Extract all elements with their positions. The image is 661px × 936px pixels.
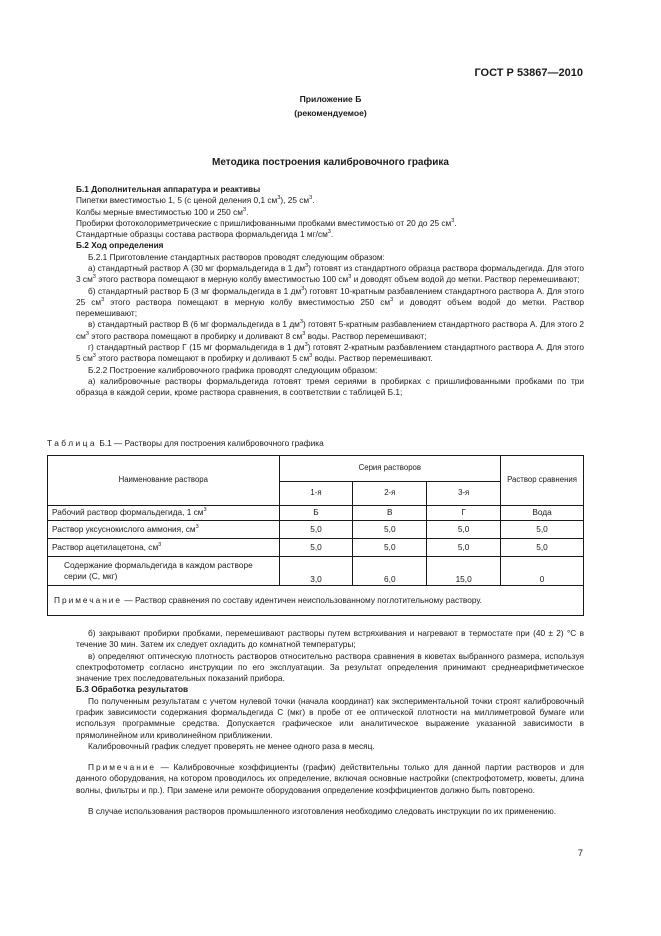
b2-2-item-a: а) калибровочные растворы формальдегида готовят тремя сериями в пробирках с пришлифованными пробками по три образца в каждой серии, кроме раствора сравнения, в соответствии с таблицей Б.1; bbox=[76, 375, 584, 398]
solutions-table bbox=[47, 455, 584, 616]
row-name: Раствор ацетилацетона, $см^3$ bbox=[48, 539, 280, 557]
b1-heading: Б.1 Дополнительная аппаратура и реактивы bbox=[76, 184, 261, 194]
header-reference: Раствор сравнения bbox=[501, 456, 584, 506]
table-row bbox=[48, 539, 584, 557]
b1-line-flasks: Колбы мерные вместимостью 100 и 250 $см^3$. bbox=[76, 206, 249, 217]
cell-series-1: Б bbox=[279, 506, 353, 521]
cell-series-3: Г bbox=[427, 506, 501, 521]
cell-series-3: 5,0 bbox=[427, 521, 501, 539]
cell-series-1: 3,0 bbox=[279, 557, 353, 586]
b2-1-item-a: а) стандартный раствор А (30 мг формальдегида в 1 $дм^3$) готовят из стандартного образца раствора формальдегида. Для этого 3 $см^3$ этого раствора помещают в мерную колбу вместимостью 100 $см^3$ и доводят объем водой до метки. Раствор перемешивают; bbox=[76, 262, 584, 285]
b1-line-tubes: Пробирки фотоколориметрические с пришлифованными пробками вместимостью от 20 до 25 $см^3$. bbox=[76, 217, 457, 228]
b3-paragraph-3: В случае использования растворов промышленного изготовления необходимо следовать инструкции по их применению. bbox=[88, 805, 557, 816]
table-note-row bbox=[48, 586, 584, 616]
b2-2-item-v: в) определяют оптическую плотность растворов относительно раствора сравнения в кюветах выбранного размера, используя спектрофотометр согласно инструкции по его эксплуатации. За результат определения принимают среднеарифметическое значение трех последовательных показаний прибора. bbox=[76, 650, 584, 684]
b2-1-intro: Б.2.1 Приготовление стандартных растворов проводят следующим образом: bbox=[88, 251, 385, 262]
row-name: Рабочий раствор формальдегида, 1 $см^3$ bbox=[48, 506, 280, 521]
header-series-1: 1-я bbox=[279, 482, 353, 506]
b3-note: Примечание — Калибровочные коэффициенты (график) действительны только для данной партии растворов и для данного оборудования, на котором проводилось их определение, включая основные настройки (спектрофотометр, кюветы, длина волны, фильтры и пр.). При замене или ремонте оборудования определение коэффициентов должно быть повторено. bbox=[76, 762, 584, 795]
header-series: Серия растворов bbox=[279, 456, 501, 482]
b3-paragraph-2: Калибровочный график следует проверять не менее одного раза в месяц. bbox=[88, 740, 375, 751]
appendix-title: Приложение Б bbox=[299, 94, 362, 104]
table-row bbox=[48, 506, 584, 521]
cell-reference: 0 bbox=[501, 557, 584, 586]
table-row bbox=[48, 521, 584, 539]
cell-series-2: 5,0 bbox=[353, 521, 427, 539]
cell-reference: Вода bbox=[501, 506, 584, 521]
cell-series-3: 15,0 bbox=[427, 557, 501, 586]
header-series-3: 3-я bbox=[427, 482, 501, 506]
table-row bbox=[48, 557, 584, 586]
cell-series-2: В bbox=[353, 506, 427, 521]
row-name: Содержание формальдегида в каждом растворе серии (С, мкг) bbox=[48, 557, 280, 586]
table-caption: Таблица Б.1 — Растворы для построения калибровочного графика bbox=[47, 438, 324, 448]
b2-2-item-b: б) закрывают пробирки пробками, перемешивают растворы путем встряхивания и нагревают в термостате при (40 ± 2) °С в течение 30 мин. Затем их следует охладить до комнатной температуры; bbox=[76, 628, 584, 650]
header-series-2: 2-я bbox=[353, 482, 427, 506]
row-name: Раствор уксуснокислого аммония, $см^3$ bbox=[48, 521, 280, 539]
cell-reference: 5,0 bbox=[501, 539, 584, 557]
b2-1-item-b: б) стандартный раствор Б (3 мг формальдегида в 1 $дм^3$) готовят 10-кратным разбавлением стандартного раствора А. Для этого 25 $см^3$ этого раствора помещают в мерную колбу вместимостью 250 $см^3$ и доводят объем водой до метки. Раствор перемешивают; bbox=[76, 285, 584, 319]
section-title: Методика построения калибровочного графика bbox=[212, 157, 449, 168]
b2-1-item-g: г) стандартный раствор Г (15 мг формальдегида в 1 $дм^3$) готовят 2-кратным разбавлением стандартного раствора А. Для этого 5 $см^3$ этого раствора помещают в пробирку и доливают 5 $см^3$ воды. Раствор перемешивают. bbox=[76, 341, 584, 364]
b1-line-pipettes: Пипетки вместимостью 1, 5 (с ценой деления 0,1 $см^3$), 25 $см^3$. bbox=[76, 195, 315, 206]
section-b1 bbox=[76, 184, 584, 398]
cell-series-2: 6,0 bbox=[353, 557, 427, 586]
header-solution-name: Наименование раствора bbox=[48, 456, 280, 506]
appendix-subtitle: (рекомендуемое) bbox=[294, 108, 367, 118]
page-number: 7 bbox=[577, 848, 583, 859]
b3-heading: Б.3 Обработка результатов bbox=[76, 684, 189, 695]
cell-series-3: 5,0 bbox=[427, 539, 501, 557]
cell-series-1: 5,0 bbox=[279, 521, 353, 539]
cell-series-1: 5,0 bbox=[279, 539, 353, 557]
b2-2-intro: Б.2.2 Построение калибровочного графика проводят следующим образом: bbox=[88, 364, 378, 375]
b1-line-standards: Стандартные образцы состава раствора формальдегида 1 $мг/см^3$. bbox=[76, 229, 334, 240]
cell-series-2: 5,0 bbox=[353, 539, 427, 557]
section-after-table bbox=[76, 628, 584, 817]
b2-1-item-v: в) стандартный раствор В (6 мг формальдегида в 1 $дм^3$) готовят 5-кратным разбавлением стандартного раствора А. Для этого 2 $см^3$ этого раствора помещают в пробирку и доливают 8 $см^3$ воды. Раствор перемешивают; bbox=[76, 319, 585, 341]
table-note: Примечание — Раствор сравнения по составу идентичен неиспользованному поглотительному раствору. bbox=[48, 586, 584, 616]
standard-number: ГОСТ Р 53867—2010 bbox=[474, 67, 583, 79]
b2-heading: Б.2 Ход определения bbox=[76, 240, 164, 251]
cell-reference: 5,0 bbox=[501, 521, 584, 539]
b3-paragraph-1: По полученным результатам с учетом нулевой точки (начала координат) как экспериментальной точки строят калибровочный график зависимости содержания формальдегида С (мкг) в пробе от ее оптической плотности на миллиметровой бумаге или используя программные средства. Допускается графическое или аналитическое выражение указанной зависимости в прямолинейном или криволинейном приближении. bbox=[76, 695, 584, 740]
